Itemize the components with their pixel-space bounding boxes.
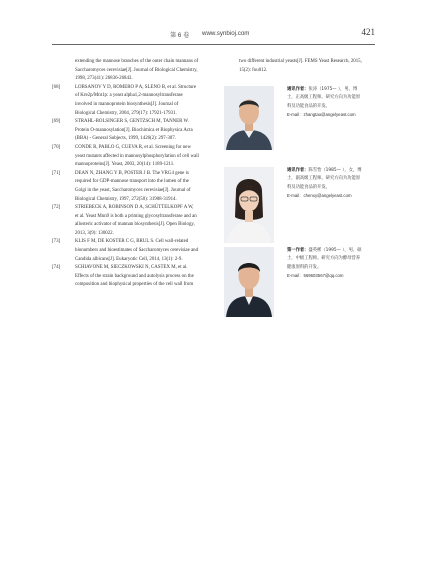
reference-line: LOBSANOV Y D, ROMERO P A, SLENO B, et al. Structure (75, 84, 197, 90)
author-bio-line: 料及功能食品的开发。 (287, 184, 330, 190)
author-portrait-icon (224, 247, 274, 317)
author-bio-line: 盛英彬（1995— ），男，硕 (308, 248, 362, 253)
reference-line: 2013, 3(9): 130022. (75, 230, 114, 236)
author-email[interactable]: E-mail：zhangtao@angelyeast.com (287, 111, 356, 117)
reference-line: Golgi in the yeast, Saccharomyces cerevisiae[J]. Journal of (75, 187, 191, 193)
author-portrait-icon (224, 167, 274, 243)
reference-line: Candida albicans[J]. Eukaryotic Cell, 2014, 13(1): 2-9. (75, 256, 183, 262)
author-bio-line: 料及功能食品的开发。 (287, 103, 330, 109)
author-bio-line: 健康原料的开发。 (287, 264, 322, 270)
reference-number: [73] (52, 239, 61, 245)
reference-number: [74] (52, 265, 61, 271)
reference-line: composition and biophysical properties of the cell wall from (75, 282, 194, 288)
reference-line: SCHIAVONE M, SIECZKOWSKI N, CASTEX M, et al. (75, 265, 188, 271)
journal-website[interactable]: www.synbioj.com (202, 30, 250, 37)
reference-line: Effects of the strain background and autolysis process on the (75, 273, 194, 279)
reference-line: bionumbers and bioestimates of Saccharomyces cerevisiae and (75, 248, 199, 254)
reference-number: [70] (52, 144, 61, 150)
reference-line: et al. Yeast Mnn9 is both a priming glycosyltransferase and an (75, 213, 197, 219)
author-bio (287, 86, 387, 119)
author-portrait-icon (224, 86, 274, 150)
reference-line: two different industrial yeasts[J]. FEMS Yeast Research, 2015, (239, 59, 362, 64)
reference-entry (52, 238, 220, 264)
reference-entry (52, 264, 220, 290)
reference-line: of Kre2p/Mnt1p: a yeast alpha1,2-mannosyltransferase (75, 93, 183, 99)
reference-list-left (52, 58, 220, 290)
reference-line: STRAHL-BOLSINGER S, GENTZSCH M, TANNER W. (75, 119, 189, 125)
reference-line: CONDE R, PABLO G, CUEVA R, et al. Screening for new (75, 144, 192, 150)
reference-continuation (52, 58, 220, 84)
reference-entry (52, 144, 220, 170)
reference-entry (52, 204, 220, 238)
reference-number: [68] (52, 84, 61, 90)
reference-line: Saccharomyces cerevisiae[J]. Journal of Biological Chemistry, (75, 67, 198, 73)
reference-line: mannoproteins[J]. Yeast, 2003, 20(14): 1189-1211. (75, 162, 175, 168)
reference-line: Biological Chemistry, 1997, 272(50): 31908-31914. (75, 196, 177, 202)
author-bio (287, 167, 387, 200)
author-photo (224, 247, 274, 317)
page-number: 421 (361, 27, 375, 37)
author-bio-line: 士，中级工程师。研究方向为酵母营养 (287, 256, 361, 262)
author-email[interactable]: E-mail：569603567@qq.com (287, 272, 344, 278)
page-header (52, 28, 375, 42)
author-bio-line: 士，副高级工程师。研究方向为功能原 (287, 176, 361, 182)
author-bio-line: 陈雪怡（1985— ），女，博 (308, 168, 362, 173)
reference-line: (BBA) - General Subjects, 1999, 1426(2): 297-307. (75, 136, 176, 142)
header-divider (52, 44, 375, 45)
issue-label: 第 6 卷 (170, 32, 190, 39)
reference-line: yeast mutants affected in mannosylphosphorylation of cell wall (75, 153, 199, 159)
reference-line: KLIS F M, DE KOSTER C G, BRUL S. Cell wall-related (75, 239, 189, 245)
author-bio-line: 士，正高级工程师。研究方向为功能原 (287, 95, 361, 101)
reference-line: STRIEBECK A, ROBINSON D A, SCHÜTTELKOPF A W, (75, 205, 194, 211)
reference-line: involved in mannoprotein biosynthesis[J]. Journal of (75, 101, 179, 107)
author-role: 通讯作者： (287, 87, 309, 92)
author-photo (224, 86, 274, 150)
reference-number: [69] (52, 119, 61, 125)
reference-number: [72] (52, 205, 61, 211)
reference-continuation-right (239, 58, 379, 75)
reference-number: [71] (52, 170, 61, 176)
reference-entry (52, 84, 220, 118)
reference-line: Protein O-mannosylation[J]. Biochimica et Biophysica Acta (75, 127, 193, 133)
author-role: 通讯作者： (287, 168, 309, 173)
reference-line: DEAN N, ZHANG Y B, POSTER J B. The VRG4 gene is (75, 170, 189, 176)
reference-line: extending the mannose branches of the outer chain mannans of (75, 59, 199, 64)
reference-line: allosteric activator of mannan biosynthesis[J]. Open Biology, (75, 222, 195, 228)
author-bio (287, 247, 387, 280)
author-role: 第一作者： (287, 248, 309, 253)
reference-entry (52, 118, 220, 144)
author-photo (224, 167, 274, 243)
author-bio-line: 张涛（1975— ），男，博 (308, 87, 358, 92)
reference-line: required for GDP-mannose transport into the lumen of the (75, 179, 189, 185)
reference-line: Biological Chemistry, 2004, 279(17): 17921-17931. (75, 110, 177, 116)
reference-line: 15(2): fou012. (239, 67, 268, 73)
reference-line: 1998, 273(41): 26836-26843. (75, 76, 133, 82)
reference-entry (52, 170, 220, 204)
author-email[interactable]: E-mail：chenxy@angelyeast.com (287, 192, 352, 198)
